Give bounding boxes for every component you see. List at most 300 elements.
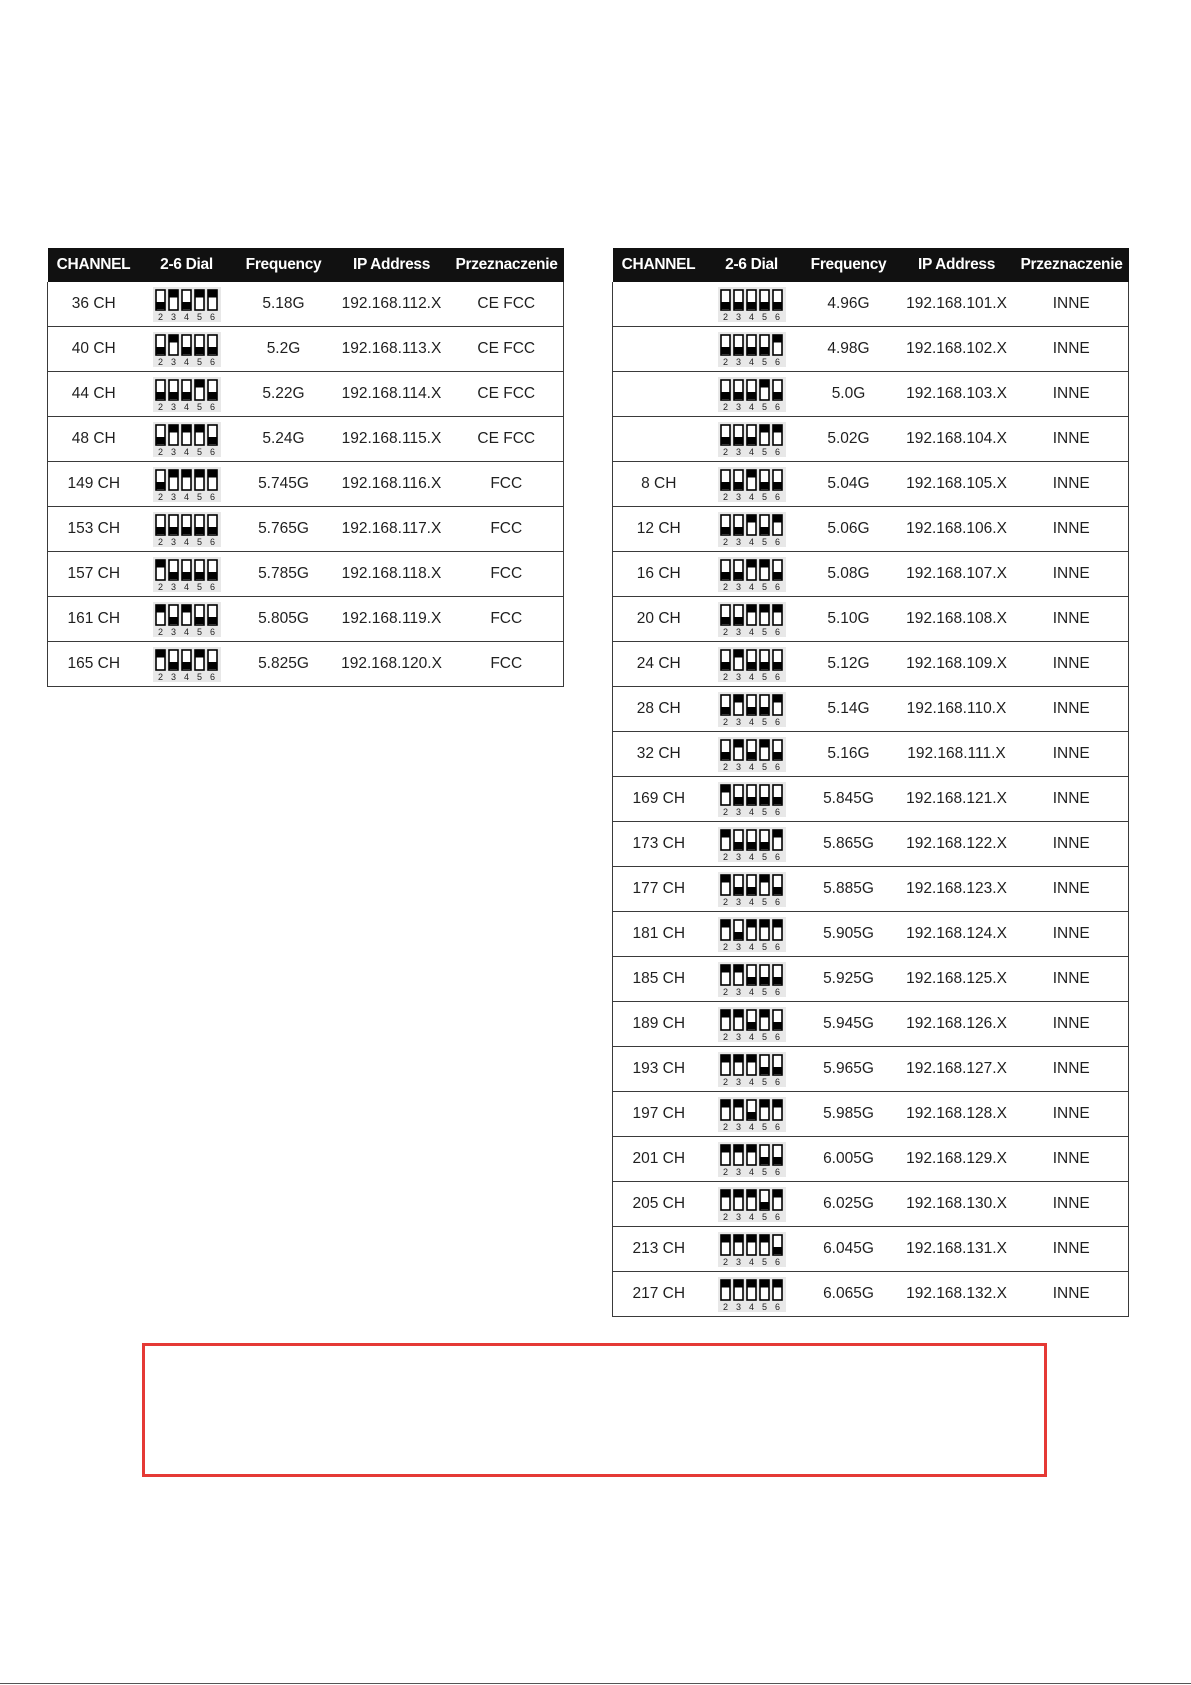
dial-setting xyxy=(153,422,221,457)
dip-switch-4 xyxy=(182,470,191,502)
dip-switch-number: 5 xyxy=(196,356,202,367)
cell-frequency: 5.2G xyxy=(234,327,334,372)
dip-switch-2 xyxy=(156,515,165,547)
dip-switch-5 xyxy=(760,605,769,637)
dip-switch-number: 4 xyxy=(748,851,754,862)
dip-switch-number: 2 xyxy=(157,626,163,637)
cell-dial xyxy=(705,1047,799,1092)
cell-ip-address: 192.168.111.X xyxy=(899,732,1015,777)
dial-setting xyxy=(718,1052,786,1087)
dip-switch-2 xyxy=(156,605,165,637)
table-body-left xyxy=(48,282,564,687)
channel-table-left xyxy=(47,248,564,687)
dip-switch-6 xyxy=(773,785,782,817)
cell-channel: 165 CH xyxy=(48,642,140,687)
dip-switch-icon xyxy=(155,424,219,457)
cell-dial xyxy=(705,1137,799,1182)
cell-dial xyxy=(705,957,799,1002)
header-ip-address: IP Address xyxy=(899,248,1015,282)
cell-ip-address: 192.168.109.X xyxy=(899,642,1015,687)
cell-frequency: 5.945G xyxy=(799,1002,899,1047)
cell-frequency: 5.865G xyxy=(799,822,899,867)
cell-dial xyxy=(705,462,799,507)
dip-switch-number: 5 xyxy=(761,941,767,952)
cell-purpose: FCC xyxy=(450,507,564,552)
dip-switch-5 xyxy=(760,335,769,367)
dip-switch-6 xyxy=(773,1190,782,1222)
cell-dial xyxy=(705,912,799,957)
dip-switch-number: 2 xyxy=(722,446,728,457)
dip-switch-number: 2 xyxy=(722,1076,728,1087)
dip-switch-number: 4 xyxy=(183,446,189,457)
dip-switch-number: 6 xyxy=(774,581,780,592)
dial-setting xyxy=(718,1277,786,1312)
dial-setting xyxy=(718,287,786,322)
dip-switch-number: 3 xyxy=(735,986,741,997)
dip-switch-4 xyxy=(182,335,191,367)
dip-switch-number: 5 xyxy=(761,896,767,907)
dip-switch-number: 3 xyxy=(170,311,176,322)
dip-switch-2 xyxy=(721,1010,730,1042)
dip-switch-5 xyxy=(760,875,769,907)
dial-setting xyxy=(718,872,786,907)
dip-switch-number: 2 xyxy=(722,941,728,952)
cell-frequency: 5.14G xyxy=(799,687,899,732)
cell-dial xyxy=(140,282,234,327)
dip-switch-number: 6 xyxy=(774,491,780,502)
dip-switch-number: 6 xyxy=(774,536,780,547)
dip-switch-number: 4 xyxy=(748,1031,754,1042)
cell-dial xyxy=(705,507,799,552)
cell-dial xyxy=(705,1182,799,1227)
cell-dial xyxy=(705,822,799,867)
table-row xyxy=(613,507,1129,552)
cell-channel: 213 CH xyxy=(613,1227,705,1272)
cell-ip-address: 192.168.103.X xyxy=(899,372,1015,417)
dip-switch-6 xyxy=(208,470,217,502)
cell-purpose: FCC xyxy=(450,462,564,507)
dip-switch-number: 4 xyxy=(748,356,754,367)
dip-switch-number: 5 xyxy=(761,581,767,592)
dip-switch-6 xyxy=(773,380,782,412)
dip-switch-4 xyxy=(747,785,756,817)
dip-switch-6 xyxy=(773,965,782,997)
dip-switch-5 xyxy=(760,920,769,952)
dip-switch-4 xyxy=(747,605,756,637)
cell-dial xyxy=(705,687,799,732)
dip-switch-number: 3 xyxy=(735,1211,741,1222)
table-row xyxy=(48,372,564,417)
dip-switch-2 xyxy=(721,1055,730,1087)
dip-switch-5 xyxy=(760,1235,769,1267)
cell-channel: 36 CH xyxy=(48,282,140,327)
cell-ip-address: 192.168.118.X xyxy=(334,552,450,597)
dial-setting xyxy=(153,647,221,682)
cell-channel xyxy=(613,372,705,417)
dip-switch-6 xyxy=(773,470,782,502)
dip-switch-4 xyxy=(747,695,756,727)
dip-switch-3 xyxy=(734,380,743,412)
dip-switch-number: 2 xyxy=(722,896,728,907)
dip-switch-3 xyxy=(734,830,743,862)
dip-switch-4 xyxy=(182,290,191,322)
dip-switch-4 xyxy=(747,1145,756,1177)
dip-switch-number: 6 xyxy=(774,941,780,952)
dip-switch-number: 4 xyxy=(748,896,754,907)
dip-switch-number: 4 xyxy=(748,986,754,997)
dial-setting xyxy=(718,782,786,817)
dip-switch-number: 6 xyxy=(774,1256,780,1267)
cell-purpose: INNE xyxy=(1015,417,1129,462)
dial-setting xyxy=(718,602,786,637)
dip-switch-5 xyxy=(195,560,204,592)
dip-switch-number: 5 xyxy=(761,356,767,367)
dip-switch-number: 3 xyxy=(735,806,741,817)
dip-switch-number: 5 xyxy=(196,446,202,457)
cell-purpose: INNE xyxy=(1015,687,1129,732)
dip-switch-number: 6 xyxy=(209,581,215,592)
cell-channel: 24 CH xyxy=(613,642,705,687)
dip-switch-6 xyxy=(773,740,782,772)
dip-switch-number: 6 xyxy=(774,761,780,772)
dip-switch-icon xyxy=(720,334,784,367)
cell-purpose: INNE xyxy=(1015,1092,1129,1137)
table-header-row xyxy=(613,248,1129,282)
dip-switch-3 xyxy=(169,605,178,637)
dip-switch-number: 4 xyxy=(748,941,754,952)
cell-channel: 149 CH xyxy=(48,462,140,507)
dial-setting xyxy=(153,512,221,547)
dip-switch-number: 4 xyxy=(748,311,754,322)
cell-channel: 16 CH xyxy=(613,552,705,597)
cell-dial xyxy=(140,372,234,417)
dip-switch-2 xyxy=(721,875,730,907)
dip-switch-2 xyxy=(721,830,730,862)
cell-ip-address: 192.168.108.X xyxy=(899,597,1015,642)
dip-switch-6 xyxy=(773,515,782,547)
dip-switch-icon xyxy=(720,424,784,457)
cell-channel: 8 CH xyxy=(613,462,705,507)
dip-switch-number: 6 xyxy=(209,446,215,457)
dip-switch-number: 3 xyxy=(735,671,741,682)
dip-switch-3 xyxy=(734,1280,743,1312)
dip-switch-number: 2 xyxy=(722,581,728,592)
cell-dial xyxy=(705,1272,799,1317)
dip-switch-number: 5 xyxy=(761,986,767,997)
cell-channel: 173 CH xyxy=(613,822,705,867)
dip-switch-icon xyxy=(155,379,219,412)
cell-dial xyxy=(705,1092,799,1137)
cell-frequency: 5.18G xyxy=(234,282,334,327)
cell-ip-address: 192.168.124.X xyxy=(899,912,1015,957)
dip-switch-number: 3 xyxy=(735,941,741,952)
cell-dial xyxy=(705,1227,799,1272)
dip-switch-number: 6 xyxy=(774,671,780,682)
dip-switch-icon xyxy=(720,1279,784,1312)
table-row xyxy=(613,777,1129,822)
cell-ip-address: 192.168.115.X xyxy=(334,417,450,462)
cell-dial xyxy=(705,552,799,597)
dip-switch-5 xyxy=(195,335,204,367)
dip-switch-3 xyxy=(734,1190,743,1222)
dial-setting xyxy=(153,602,221,637)
dip-switch-number: 4 xyxy=(183,491,189,502)
dial-setting xyxy=(718,1232,786,1267)
cell-ip-address: 192.168.129.X xyxy=(899,1137,1015,1182)
dip-switch-6 xyxy=(208,425,217,457)
dip-switch-number: 4 xyxy=(748,626,754,637)
table-row xyxy=(613,822,1129,867)
dial-setting xyxy=(153,467,221,502)
dip-switch-5 xyxy=(760,650,769,682)
cell-dial xyxy=(705,282,799,327)
dip-switch-number: 3 xyxy=(170,581,176,592)
dip-switch-5 xyxy=(760,560,769,592)
dip-switch-5 xyxy=(760,1100,769,1132)
dial-setting xyxy=(718,512,786,547)
cell-dial xyxy=(705,732,799,777)
cell-frequency: 5.825G xyxy=(234,642,334,687)
dip-switch-4 xyxy=(747,740,756,772)
cell-ip-address: 192.168.106.X xyxy=(899,507,1015,552)
cell-purpose: INNE xyxy=(1015,777,1129,822)
cell-frequency: 5.12G xyxy=(799,642,899,687)
dip-switch-number: 5 xyxy=(761,626,767,637)
cell-ip-address: 192.168.107.X xyxy=(899,552,1015,597)
dip-switch-4 xyxy=(747,470,756,502)
cell-ip-address: 192.168.122.X xyxy=(899,822,1015,867)
dip-switch-number: 3 xyxy=(735,536,741,547)
cell-frequency: 5.925G xyxy=(799,957,899,1002)
dip-switch-icon xyxy=(155,514,219,547)
dip-switch-number: 2 xyxy=(157,446,163,457)
table-row xyxy=(613,957,1129,1002)
dip-switch-number: 4 xyxy=(748,401,754,412)
dip-switch-number: 2 xyxy=(722,986,728,997)
dip-switch-3 xyxy=(734,515,743,547)
dip-switch-5 xyxy=(760,785,769,817)
dip-switch-number: 5 xyxy=(761,851,767,862)
cell-channel: 32 CH xyxy=(613,732,705,777)
table-row xyxy=(613,552,1129,597)
cell-ip-address: 192.168.130.X xyxy=(899,1182,1015,1227)
dip-switch-5 xyxy=(760,830,769,862)
dip-switch-4 xyxy=(747,380,756,412)
dial-setting xyxy=(718,1097,786,1132)
cell-dial xyxy=(705,327,799,372)
table-row xyxy=(613,1272,1129,1317)
dip-switch-2 xyxy=(721,1100,730,1132)
cell-frequency: 4.98G xyxy=(799,327,899,372)
dip-switch-number: 4 xyxy=(748,581,754,592)
dial-setting xyxy=(718,692,786,727)
dip-switch-icon xyxy=(720,1234,784,1267)
cell-purpose: FCC xyxy=(450,552,564,597)
cell-ip-address: 192.168.114.X xyxy=(334,372,450,417)
dip-switch-icon xyxy=(720,964,784,997)
dip-switch-2 xyxy=(156,470,165,502)
dip-switch-number: 3 xyxy=(735,356,741,367)
dip-switch-2 xyxy=(721,605,730,637)
dip-switch-number: 2 xyxy=(722,1256,728,1267)
dip-switch-6 xyxy=(208,605,217,637)
header-purpose: Przeznaczenie xyxy=(1015,248,1129,282)
dip-switch-number: 6 xyxy=(774,806,780,817)
dip-switch-number: 5 xyxy=(196,671,202,682)
dip-switch-icon xyxy=(720,559,784,592)
dip-switch-icon xyxy=(155,604,219,637)
dip-switch-number: 2 xyxy=(157,581,163,592)
dip-switch-number: 3 xyxy=(735,401,741,412)
dip-switch-3 xyxy=(734,1145,743,1177)
dip-switch-3 xyxy=(734,785,743,817)
dip-switch-4 xyxy=(182,425,191,457)
dip-switch-6 xyxy=(208,650,217,682)
header-dial: 2-6 Dial xyxy=(705,248,799,282)
dip-switch-5 xyxy=(760,470,769,502)
cell-frequency: 5.985G xyxy=(799,1092,899,1137)
dip-switch-number: 5 xyxy=(761,1301,767,1312)
cell-purpose: INNE xyxy=(1015,822,1129,867)
cell-dial xyxy=(705,597,799,642)
dip-switch-number: 6 xyxy=(774,1166,780,1177)
dip-switch-2 xyxy=(721,515,730,547)
dip-switch-number: 2 xyxy=(157,401,163,412)
cell-channel: 169 CH xyxy=(613,777,705,822)
dip-switch-number: 6 xyxy=(774,851,780,862)
dip-switch-3 xyxy=(734,1235,743,1267)
dip-switch-number: 3 xyxy=(170,671,176,682)
cell-ip-address: 192.168.128.X xyxy=(899,1092,1015,1137)
page-bottom-divider xyxy=(0,1683,1191,1684)
header-frequency: Frequency xyxy=(799,248,899,282)
dip-switch-number: 2 xyxy=(722,671,728,682)
dip-switch-2 xyxy=(721,560,730,592)
dip-switch-icon xyxy=(720,1099,784,1132)
dip-switch-6 xyxy=(208,335,217,367)
cell-purpose: INNE xyxy=(1015,462,1129,507)
table-row xyxy=(613,1047,1129,1092)
dip-switch-4 xyxy=(747,875,756,907)
dip-switch-6 xyxy=(208,515,217,547)
dip-switch-number: 5 xyxy=(761,761,767,772)
cell-purpose: INNE xyxy=(1015,507,1129,552)
table-row xyxy=(613,1137,1129,1182)
dip-switch-4 xyxy=(747,830,756,862)
cell-dial xyxy=(705,642,799,687)
dip-switch-number: 2 xyxy=(722,1211,728,1222)
cell-dial xyxy=(140,507,234,552)
dip-switch-number: 5 xyxy=(761,716,767,727)
dip-switch-number: 3 xyxy=(170,356,176,367)
cell-purpose: FCC xyxy=(450,597,564,642)
cell-ip-address: 192.168.110.X xyxy=(899,687,1015,732)
dip-switch-number: 5 xyxy=(196,401,202,412)
cell-frequency: 6.005G xyxy=(799,1137,899,1182)
dip-switch-number: 6 xyxy=(774,311,780,322)
cell-channel: 40 CH xyxy=(48,327,140,372)
dip-switch-number: 5 xyxy=(196,536,202,547)
dip-switch-6 xyxy=(208,290,217,322)
dip-switch-number: 4 xyxy=(748,1301,754,1312)
dip-switch-icon xyxy=(720,1009,784,1042)
dip-switch-number: 3 xyxy=(735,896,741,907)
dip-switch-3 xyxy=(734,965,743,997)
dip-switch-icon xyxy=(720,604,784,637)
dial-setting xyxy=(718,1187,786,1222)
cell-ip-address: 192.168.127.X xyxy=(899,1047,1015,1092)
table-row xyxy=(48,507,564,552)
dip-switch-2 xyxy=(156,560,165,592)
dip-switch-icon xyxy=(720,469,784,502)
dip-switch-4 xyxy=(747,1010,756,1042)
cell-purpose: INNE xyxy=(1015,912,1129,957)
dip-switch-number: 6 xyxy=(209,491,215,502)
cell-purpose: CE FCC xyxy=(450,282,564,327)
cell-dial xyxy=(705,867,799,912)
dip-switch-5 xyxy=(760,380,769,412)
dip-switch-3 xyxy=(169,425,178,457)
table-row xyxy=(613,597,1129,642)
dip-switch-2 xyxy=(721,1190,730,1222)
dip-switch-number: 3 xyxy=(735,1031,741,1042)
dip-switch-3 xyxy=(169,380,178,412)
table-row xyxy=(48,282,564,327)
cell-ip-address: 192.168.121.X xyxy=(899,777,1015,822)
dip-switch-5 xyxy=(195,470,204,502)
dip-switch-2 xyxy=(721,965,730,997)
table-body-right xyxy=(613,282,1129,1317)
dip-switch-3 xyxy=(734,1100,743,1132)
dip-switch-icon xyxy=(155,559,219,592)
dip-switch-6 xyxy=(773,335,782,367)
dip-switch-number: 4 xyxy=(183,356,189,367)
dip-switch-number: 4 xyxy=(748,806,754,817)
dip-switch-3 xyxy=(734,470,743,502)
table-header-row xyxy=(48,248,564,282)
cell-frequency: 5.08G xyxy=(799,552,899,597)
dip-switch-6 xyxy=(773,1235,782,1267)
dip-switch-2 xyxy=(721,1280,730,1312)
header-purpose: Przeznaczenie xyxy=(450,248,564,282)
dip-switch-number: 4 xyxy=(748,761,754,772)
dip-switch-4 xyxy=(182,560,191,592)
dip-switch-4 xyxy=(747,560,756,592)
dip-switch-6 xyxy=(773,290,782,322)
dip-switch-number: 4 xyxy=(748,1256,754,1267)
dip-switch-icon xyxy=(720,1189,784,1222)
cell-purpose: INNE xyxy=(1015,1137,1129,1182)
dip-switch-icon xyxy=(720,289,784,322)
cell-channel: 28 CH xyxy=(613,687,705,732)
cell-frequency: 5.885G xyxy=(799,867,899,912)
table-row xyxy=(613,912,1129,957)
cell-frequency: 5.785G xyxy=(234,552,334,597)
dip-switch-number: 5 xyxy=(761,1211,767,1222)
cell-channel: 153 CH xyxy=(48,507,140,552)
cell-channel: 201 CH xyxy=(613,1137,705,1182)
dip-switch-3 xyxy=(734,920,743,952)
dip-switch-6 xyxy=(773,1100,782,1132)
dip-switch-5 xyxy=(760,425,769,457)
cell-purpose: INNE xyxy=(1015,1047,1129,1092)
dip-switch-icon xyxy=(720,874,784,907)
dip-switch-number: 5 xyxy=(761,401,767,412)
cell-purpose: CE FCC xyxy=(450,327,564,372)
cell-channel: 181 CH xyxy=(613,912,705,957)
dip-switch-icon xyxy=(720,694,784,727)
dip-switch-number: 4 xyxy=(748,1211,754,1222)
